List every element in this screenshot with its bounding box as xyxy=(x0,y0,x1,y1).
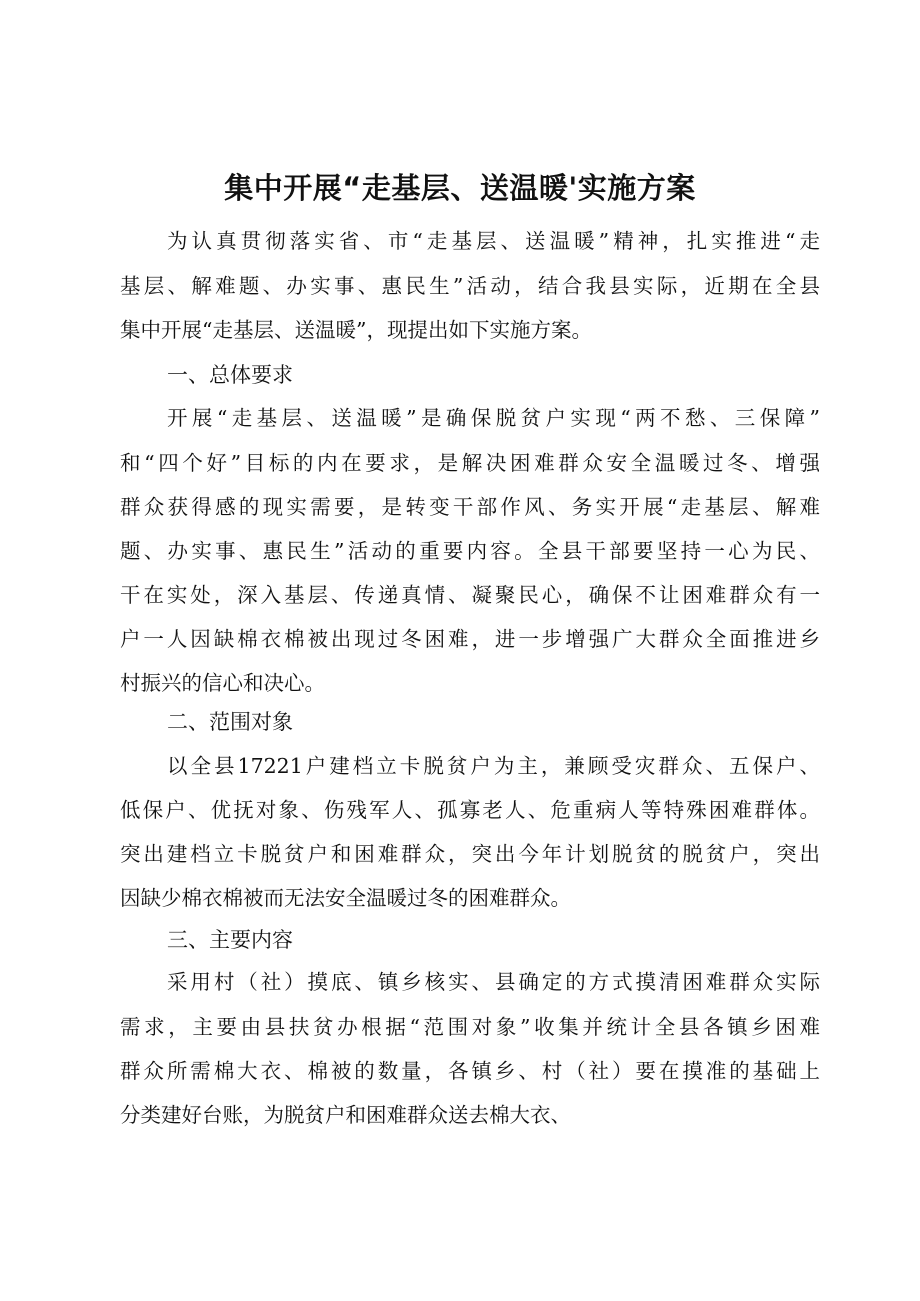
paragraph-line: 题、办实事、惠民生”活动的重要内容。全县干部要坚持一心为民、 xyxy=(120,539,820,563)
paragraph-line: 干在实处，深入基层、传递真情、凝聚民心，确保不让困难群众有一 xyxy=(120,583,820,607)
paragraph-line: 突出建档立卡脱贫户和困难群众，突出今年计划脱贫的脱贫户，突出 xyxy=(120,842,820,866)
paragraph-line: 为认真贯彻落实省、市“走基层、送温暖”精神，扎实推进“走 xyxy=(167,229,820,253)
paragraph-line: 开展“走基层、送温暖”是确保脱贫户实现“两不愁、三保障” xyxy=(167,406,820,430)
paragraph-line: 户一人因缺棉衣棉被出现过冬困难，进一步增强广大群众全面推进乡 xyxy=(120,627,820,651)
paragraph-line: 基层、解难题、办实事、惠民生”活动，结合我县实际，近期在全县 xyxy=(120,274,820,298)
paragraph-line: 需求，主要由县扶贫办根据“范围对象”收集并统计全县各镇乡困难 xyxy=(120,1015,820,1039)
paragraph-line: 以全县17221户建档立卡脱贫户为主，兼顾受灾群众、五保户、 xyxy=(167,754,820,778)
paragraph-line: 集中开展“走基层、送温暖”，现提出如下实施方案。 xyxy=(120,318,592,342)
paragraph-line: 因缺少棉衣棉被而无法安全温暖过冬的困难群众。 xyxy=(120,886,571,910)
section-heading: 一、总体要求 xyxy=(167,363,293,387)
paragraph-line: 群众所需棉大衣、棉被的数量，各镇乡、村（社）要在摸准的基础上 xyxy=(120,1059,820,1083)
paragraph-line: 采用村（社）摸底、镇乡核实、县确定的方式摸清困难群众实际 xyxy=(167,970,820,994)
document-title: 集中开展“走基层、送温暖'实施方案 xyxy=(224,171,696,205)
paragraph-line: 和“四个好”目标的内在要求，是解决困难群众安全温暖过冬、增强 xyxy=(120,451,820,475)
paragraph-line: 低保户、优抚对象、伤残军人、孤寡老人、危重病人等特殊困难群体。 xyxy=(120,798,820,822)
paragraph-line: 分类建好台账，为脱贫户和困难群众送去棉大衣、 xyxy=(120,1103,571,1127)
paragraph-line: 村振兴的信心和决心。 xyxy=(120,671,325,695)
section-heading: 三、主要内容 xyxy=(167,928,293,952)
paragraph-line: 群众获得感的现实需要，是转变干部作风、务实开展“走基层、解难 xyxy=(120,495,820,519)
section-heading: 二、范围对象 xyxy=(167,710,293,734)
